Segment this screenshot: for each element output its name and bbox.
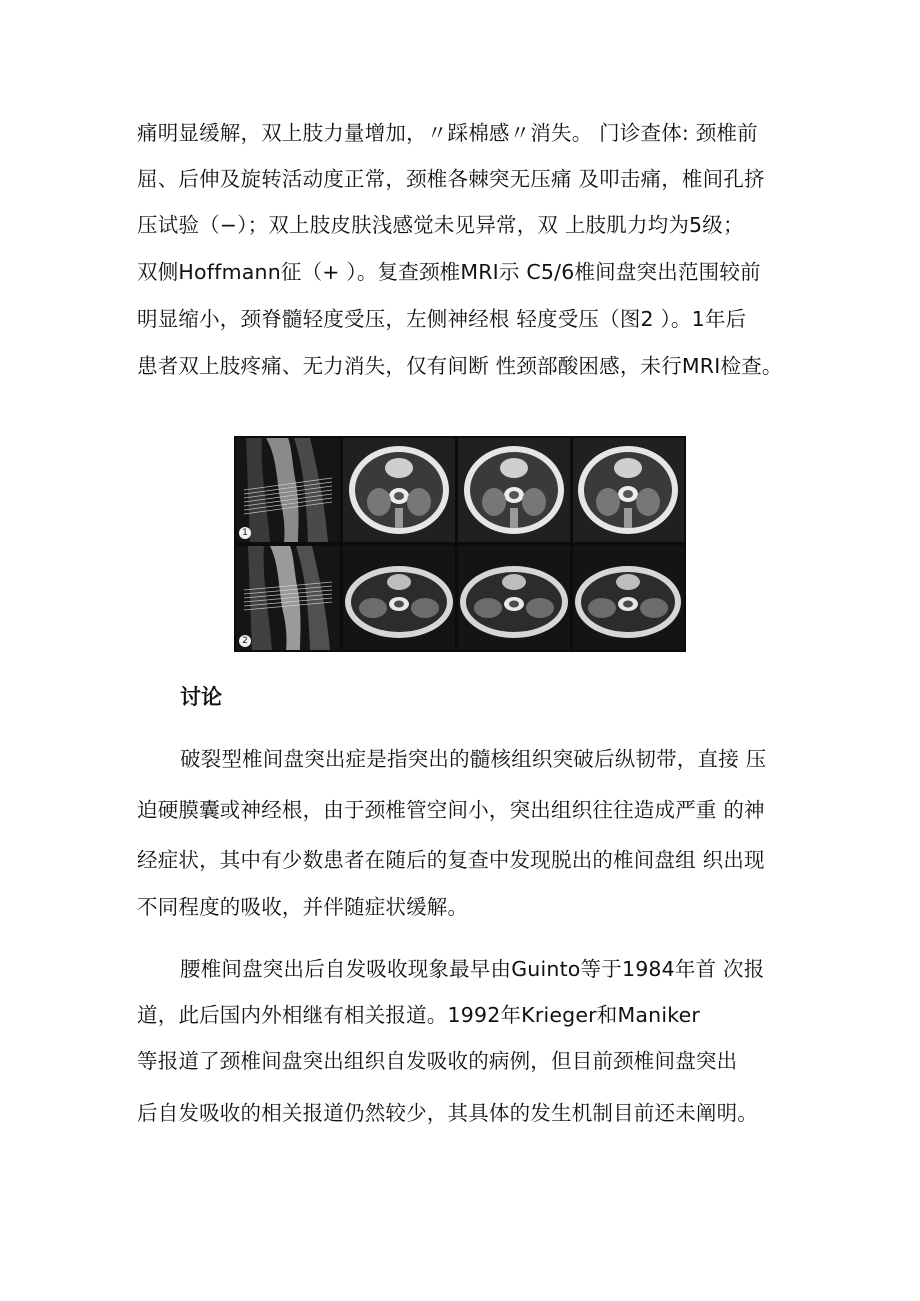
text-line: 腰椎间盘突出后自发吸收现象最早由Guinto等于1984年首 次报 [180,957,765,981]
mri-sagittal-image [236,438,340,542]
text-line: 经症状，其中有少数患者在随后的复查中发现脱出的椎间盘组 织出现 [137,848,765,872]
mri-axial-image [343,546,455,650]
figure-row-label: 1 [239,527,251,539]
text-line: 不同程度的吸收，并伴随症状缓解。 [137,895,469,919]
text-line: 双侧Hoffmann征（+ ）。复查颈椎MRI示 C5/6椎间盘突出范围较前 [137,260,761,284]
mri-figure [234,436,686,652]
text-line: 迫硬膜囊或神经根，由于颈椎管空间小，突出组织往往造成严重 的神 [137,798,765,822]
mri-sagittal-image [236,546,340,650]
text-line: 道，此后国内外相继有相关报道。1992年Krieger和Maniker [137,1003,701,1027]
mri-axial-image [343,438,455,542]
text-line: 明显缩小，颈脊髓轻度受压，左侧神经根 轻度受压（图2 ）。1年后 [137,307,747,331]
text-line: 屈、后伸及旋转活动度正常，颈椎各棘突无压痛 及叩击痛，椎间孔挤 [137,167,765,191]
text-line: 患者双上肢疼痛、无力消失，仅有间断 性颈部酸困感，未行MRI检查。 [137,354,783,378]
text-line: 后自发吸收的相关报道仍然较少，其具体的发生机制目前还未阐明。 [137,1101,758,1125]
text-line: 破裂型椎间盘突出症是指突出的髓核组织突破后纵韧带，直接 压 [180,747,767,771]
mri-axial-image [458,546,570,650]
text-line: 压试验（−）；双上肢皮肤浅感觉未见异常，双 上肢肌力均为5级； [137,213,744,237]
section-heading: 讨论 [180,685,222,709]
text-line: 等报道了颈椎间盘突出组织自发吸收的病例，但目前颈椎间盘突出 [137,1049,738,1073]
text-line: 痛明显缓解，双上肢力量增加，〃踩棉感〃消失。 门诊查体: 颈椎前 [137,121,758,145]
mri-axial-image [573,546,684,650]
mri-axial-image [458,438,570,542]
mri-axial-image [573,438,684,542]
figure-row-label: 2 [239,635,251,647]
